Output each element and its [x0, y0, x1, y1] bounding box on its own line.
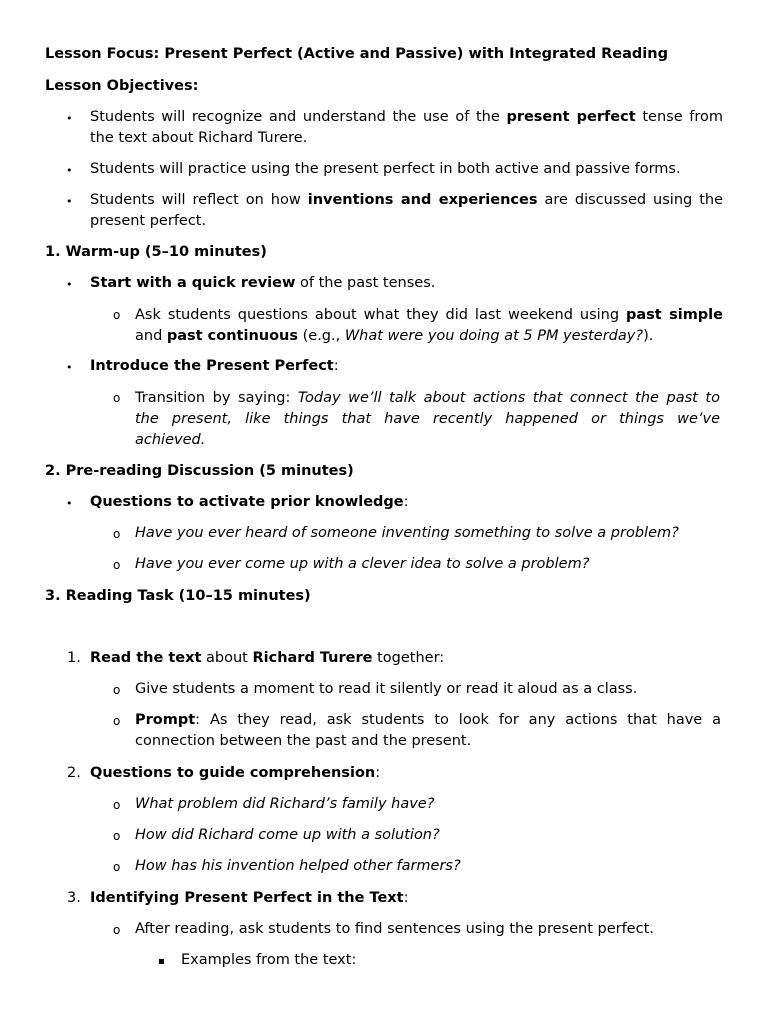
bullet-marker: • — [66, 361, 73, 374]
circle-marker: o — [113, 798, 121, 812]
comprehension-question-3: How has his invention helped other farmers? — [135, 858, 461, 874]
bullet-marker: • — [66, 497, 73, 510]
reading-item-1-sub-2-line-1: Prompt: As they read, ask students to look for any actions that have a — [135, 712, 721, 728]
warmup-sub-2-line-3: achieved. — [135, 432, 206, 448]
objective-2: Students will practice using the present perfect in both active and passive forms. — [90, 161, 681, 177]
bullet-marker: • — [66, 278, 73, 291]
prereading-bullet-1: Questions to activate prior knowledge: — [90, 494, 409, 510]
reading-item-3: Identifying Present Perfect in the Text: — [90, 890, 409, 906]
warmup-bullet-1: Start with a quick review of the past tenses. — [90, 275, 436, 291]
objective-3-line-1: Students will reflect on how inventions and experiences are discussed using the — [90, 192, 723, 208]
bullet-marker: • — [66, 195, 73, 208]
list-number: 3. — [67, 890, 81, 906]
reading-item-3-sub-1: After reading, ask students to find sentences using the present perfect. — [135, 921, 654, 937]
reading-item-3-sub-sub-1: Examples from the text: — [181, 952, 357, 968]
comprehension-question-1: What problem did Richard’s family have? — [135, 796, 435, 812]
reading-item-1-sub-1: Give students a moment to read it silently or read it aloud as a class. — [135, 681, 638, 697]
comprehension-question-2: How did Richard come up with a solution? — [135, 827, 440, 843]
prereading-question-1: Have you ever heard of someone inventing something to solve a problem? — [135, 525, 679, 541]
circle-marker: o — [113, 923, 121, 937]
circle-marker: o — [113, 829, 121, 843]
objective-3-line-2: present perfect. — [90, 213, 207, 229]
circle-marker: o — [113, 558, 121, 572]
reading-item-1: Read the text about Richard Turere together: — [90, 650, 445, 666]
warmup-heading: 1. Warm-up (5–10 minutes) — [45, 244, 267, 260]
circle-marker: o — [113, 683, 121, 697]
prereading-question-2: Have you ever come up with a clever idea to solve a problem? — [135, 556, 590, 572]
bullet-marker: • — [66, 164, 73, 177]
circle-marker: o — [113, 527, 121, 541]
circle-marker: o — [113, 714, 121, 728]
circle-marker: o — [113, 860, 121, 874]
warmup-sub-1-line-1: Ask students questions about what they did last weekend using past simple — [135, 307, 723, 323]
warmup-bullet-2: Introduce the Present Perfect: — [90, 358, 339, 374]
warmup-sub-1-line-2: and past continuous (e.g., What were you doing at 5 PM yesterday?). — [135, 328, 654, 344]
objective-1-line-2: the text about Richard Turere. — [90, 130, 308, 146]
square-marker: ▪ — [158, 956, 165, 967]
list-number: 1. — [67, 650, 81, 666]
objective-1-line-1: Students will recognize and understand the use of the present perfect tense from — [90, 109, 724, 125]
warmup-sub-2-line-2: the present, like things that have recently happened or things we’ve — [135, 411, 720, 427]
lesson-title: Lesson Focus: Present Perfect (Active and Passive) with Integrated Reading — [45, 46, 668, 62]
warmup-sub-2-line-1: Transition by saying: Today we’ll talk about actions that connect the past to — [135, 390, 720, 406]
reading-item-1-sub-2-line-2: connection between the past and the present. — [135, 733, 472, 749]
circle-marker: o — [113, 391, 121, 405]
prereading-heading: 2. Pre-reading Discussion (5 minutes) — [45, 463, 354, 479]
reading-heading: 3. Reading Task (10–15 minutes) — [45, 588, 311, 604]
objectives-heading: Lesson Objectives: — [45, 78, 199, 94]
bullet-marker: • — [66, 112, 73, 125]
circle-marker: o — [113, 308, 121, 322]
reading-item-2: Questions to guide comprehension: — [90, 765, 381, 781]
list-number: 2. — [67, 765, 81, 781]
